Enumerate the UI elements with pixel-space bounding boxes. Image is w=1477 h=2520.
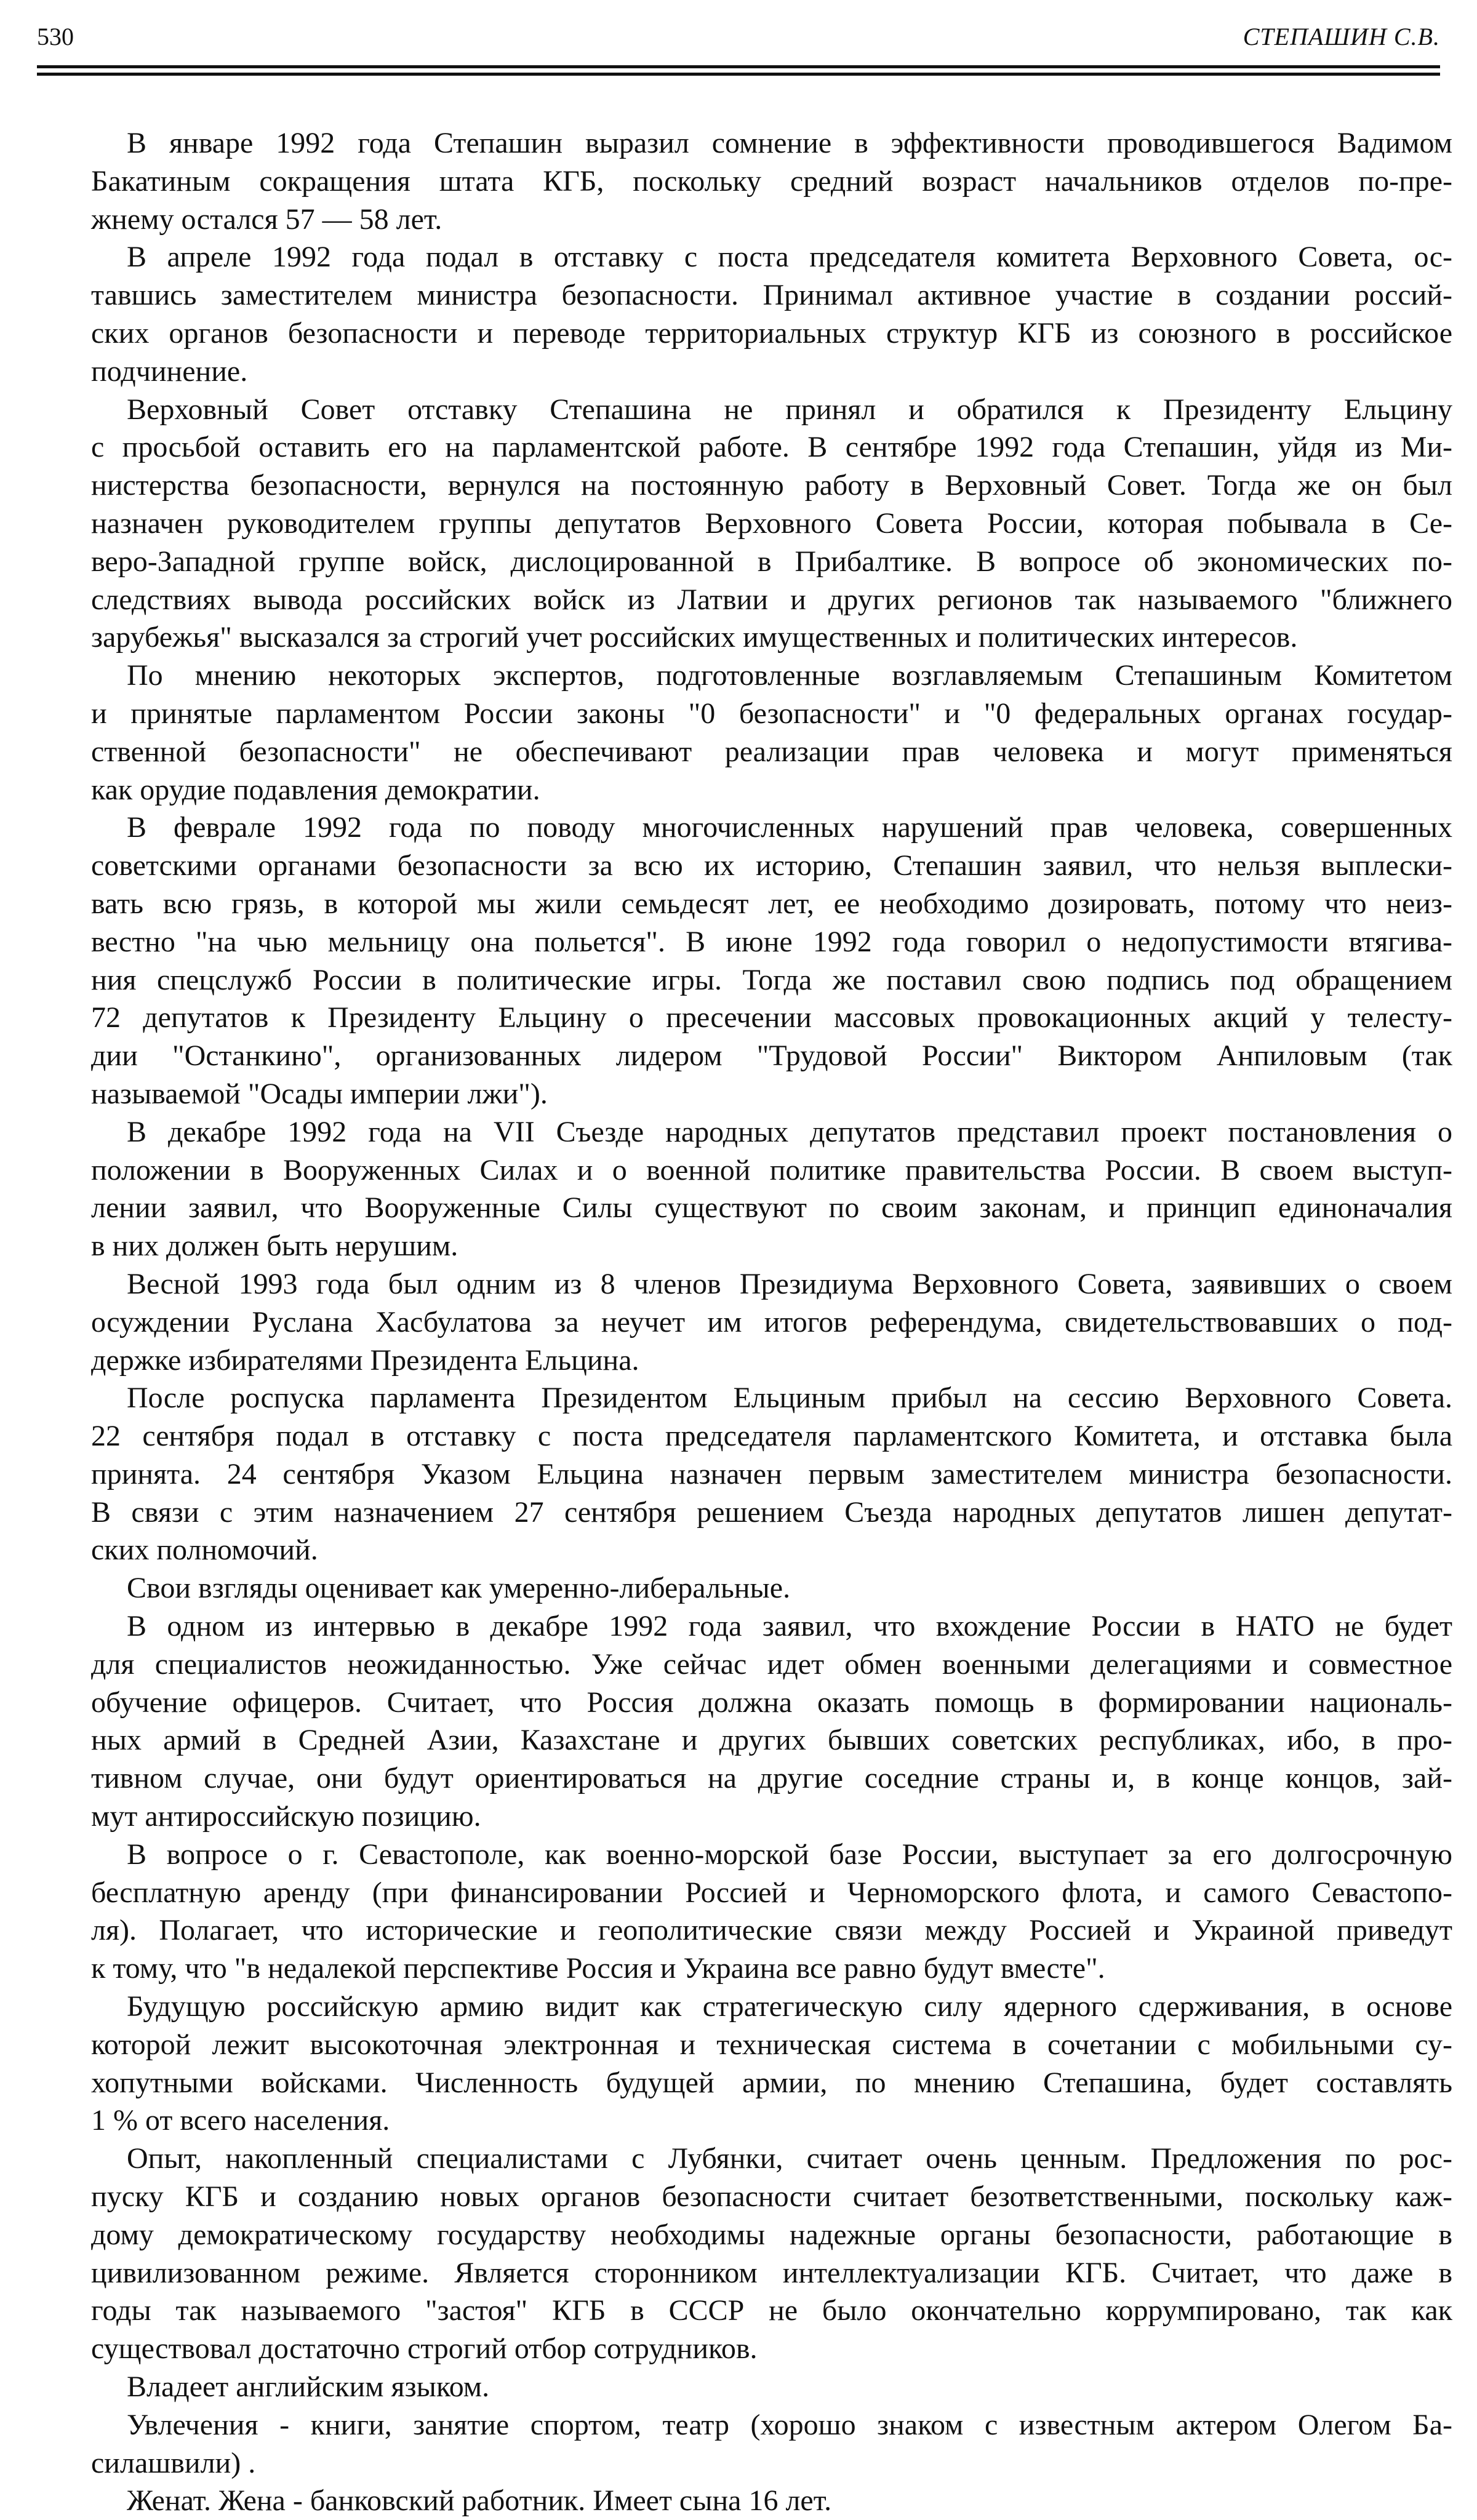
text-line: Весной 1993 года был одним из 8 членов Президиума Верховного Совета, заявивших о своем xyxy=(127,1267,1452,1300)
text-line: тавшись заместителем министра безопасности. Принимал активное участие в создании россий- xyxy=(91,279,1452,312)
text-line: По мнению некоторых экспертов, подготовленные возглавляемым Степашиным Комитетом xyxy=(127,659,1452,692)
text-line: существовал достаточно строгий отбор сотрудников. xyxy=(91,2332,758,2366)
text-line: тивном случае, они будут ориентироваться на другие соседние страны и, в конце концов, зай- xyxy=(91,1762,1452,1795)
paragraph xyxy=(91,2406,1452,2482)
text-line: 72 депутатов к Президенту Ельцину о пресечении массовых провокационных акций у телесту- xyxy=(91,1001,1452,1034)
paragraph xyxy=(91,657,1452,809)
text-line: Свои взгляды оценивает как умеренно-либеральные. xyxy=(127,1572,791,1605)
text-line: Опыт, накопленный специалистами с Лубянки, считает очень ценным. Предложения по рос- xyxy=(127,2142,1452,2175)
text-line: ских полномочий. xyxy=(91,1534,318,1567)
text-line: В апреле 1992 года подал в отставку с поста председателя комитета Верховного Совета, ос- xyxy=(127,241,1452,274)
text-line: с просьбой оставить его на парламентской работе. В сентябре 1992 года Степашин, уйдя из Ми- xyxy=(91,431,1452,464)
text-line: Будущую российскую армию видит как стратегическую силу ядерного сдерживания, в основе xyxy=(127,1990,1452,2023)
text-line: цивилизованном режиме. Является сторонником интеллектуализации КГБ. Считает, что даже в xyxy=(91,2256,1452,2289)
header-rule-bottom xyxy=(37,73,1440,76)
paragraph xyxy=(91,2482,1452,2520)
paragraph xyxy=(91,1836,1452,1988)
text-line: принята. 24 сентября Указом Ельцина назначен первым заместителем министра безопасности. xyxy=(91,1457,1452,1490)
text-line: В декабре 1992 года на VII Съезде народных депутатов представил проект постановления о xyxy=(127,1115,1452,1148)
text-line: После роспуска парламента Президентом Ельциным прибыл на сессию Верховного Совета. xyxy=(127,1382,1452,1415)
text-line: В январе 1992 года Степашин выразил сомнение в эффективности проводившегося Вадимом xyxy=(127,127,1452,159)
text-line: Владеет английским языком. xyxy=(127,2370,490,2404)
text-line: ния спецслужб России в политические игры. Тогда же поставил свою подпись под обращением xyxy=(91,963,1452,996)
paragraph xyxy=(91,1569,1452,1607)
text-line: ных армий в Средней Азии, Казахстане и других бывших советских республиках, ибо, в про- xyxy=(91,1724,1452,1757)
text-line: В одном из интервью в декабре 1992 года заявил, что вхождение России в НАТО не будет xyxy=(127,1610,1452,1643)
text-line: 1 % от всего населения. xyxy=(91,2104,390,2137)
paragraph xyxy=(91,2140,1452,2368)
text-line: лении заявил, что Вооруженные Силы существуют по своим законам, и принцип единоначалия xyxy=(91,1191,1452,1225)
text-line: которой лежит высокоточная электронная и техническая система в сочетании с мобильными су- xyxy=(91,2028,1452,2061)
paragraph xyxy=(91,2368,1452,2406)
text-line: хопутными войсками. Численность будущей армии, по мнению Степашина, будет составлять xyxy=(91,2066,1452,2099)
header-rule-top xyxy=(37,65,1440,68)
paragraph xyxy=(91,238,1452,390)
article-body xyxy=(91,124,1452,2520)
text-line: пуску КГБ и созданию новых органов безопасности считает безответственными, поскольку каж- xyxy=(91,2180,1452,2214)
text-line: держке избирателями Президента Ельцина. xyxy=(91,1343,639,1377)
text-line: Женат. Жена - банковский работник. Имеет сына 16 лет. xyxy=(127,2484,832,2518)
text-line: обучение офицеров. Считает, что Россия должна оказать помощь в формировании националь- xyxy=(91,1686,1452,1719)
text-line: вестно "на чью мельницу она польется". В июне 1992 года говорил о недопустимости втягива- xyxy=(91,925,1452,958)
text-line: ских органов безопасности и переводе территориальных структур КГБ из союзного в российское xyxy=(91,316,1452,350)
text-line: жнему остался 57 — 58 лет. xyxy=(91,202,442,236)
text-line: Верховный Совет отставку Степашина не принял и обратился к Президенту Ельцину xyxy=(127,393,1452,426)
text-line: подчинение. xyxy=(91,354,248,388)
paragraph xyxy=(91,1113,1452,1265)
page-header xyxy=(37,22,1440,53)
text-line: как орудие подавления демократии. xyxy=(91,773,540,806)
text-line: Бакатиным сокращения штата КГБ, поскольку средний возраст начальников отделов по-пре- xyxy=(91,164,1452,198)
text-line: веро-Западной группе войск, дислоцированной в Прибалтике. В вопросе об экономических по- xyxy=(91,545,1452,578)
text-line: 22 сентября подал в отставку с поста председателя парламентского Комитета, и отставка была xyxy=(91,1420,1452,1453)
text-line: силашвили) . xyxy=(91,2446,256,2479)
text-line: и принятые парламентом России законы "0 безопасности" и "0 федеральных органах государ- xyxy=(91,697,1452,730)
text-line: к тому, что "в недалекой перспективе Россия и Украина все равно будут вместе". xyxy=(91,1952,1105,1985)
text-line: назначен руководителем группы депутатов Верховного Совета России, которая побывала в Се- xyxy=(91,506,1452,540)
text-line: положении в Вооруженных Силах и о военной политике правительства России. В своем выступ- xyxy=(91,1153,1452,1186)
text-line: В феврале 1992 года по поводу многочисленных нарушений прав человека, совершенных xyxy=(127,811,1452,844)
text-line: В вопросе о г. Севастополе, как военно-морской базе России, выступает за его долгосрочную xyxy=(127,1838,1452,1871)
text-line: годы так называемого "застоя" КГБ в СССР не было окончательно коррумпировано, так как xyxy=(91,2294,1452,2327)
paragraph xyxy=(91,124,1452,238)
paragraph xyxy=(91,1988,1452,2140)
text-line: в них должен быть нерушим. xyxy=(91,1230,458,1263)
text-line: дому демократическому государству необходимы надежные органы безопасности, работающие в xyxy=(91,2218,1452,2251)
running-title: СТЕПАШИН С.В. xyxy=(1243,23,1440,50)
paragraph xyxy=(91,1607,1452,1836)
text-line: бесплатную аренду (при финансировании Россией и Черноморского флота, и самого Севастопо- xyxy=(91,1876,1452,1909)
text-line: нистерства безопасности, вернулся на постоянную работу в Верховный Совет. Тогда же он был xyxy=(91,469,1452,502)
text-line: В связи с этим назначением 27 сентября решением Съезда народных депутатов лишен депутат- xyxy=(91,1495,1452,1529)
text-line: ля). Полагает, что исторические и геополитические связи между Россией и Украиной приведут xyxy=(91,1914,1452,1947)
text-line: Увлечения - книги, занятие спортом, театр (хорошо знаком с известным актером Олегом Ба- xyxy=(127,2408,1452,2441)
text-line: дии "Останкино", организованных лидером "Трудовой России" Виктором Анпиловым (так xyxy=(91,1039,1452,1073)
text-line: ственной безопасности" не обеспечивают реализации прав человека и могут применяться xyxy=(91,735,1452,768)
text-line: мут антироссийскую позицию. xyxy=(91,1800,481,1833)
text-line: осуждении Руслана Хасбулатова за неучет им итогов референдума, свидетельствовавших о под- xyxy=(91,1305,1452,1338)
paragraph xyxy=(91,1379,1452,1569)
text-line: следствиях вывода российских войск из Латвии и других регионов так называемого "ближнего xyxy=(91,583,1452,616)
paragraph xyxy=(91,809,1452,1113)
paragraph xyxy=(91,1265,1452,1379)
page-number: 530 xyxy=(37,23,74,50)
text-line: называемой "Осады империи лжи"). xyxy=(91,1077,548,1110)
text-line: вать всю грязь, в которой мы жили семьдесят лет, ее необходимо дозировать, потому что неиз- xyxy=(91,887,1452,920)
text-line: советскими органами безопасности за всю их историю, Степашин заявил, что нельзя выплески- xyxy=(91,849,1452,882)
text-line: зарубежья" высказался за строгий учет российских имущественных и политических интересов. xyxy=(91,621,1298,654)
text-line: для специалистов неожиданностью. Уже сейчас идет обмен военными делегациями и совместное xyxy=(91,1647,1452,1681)
paragraph xyxy=(91,391,1452,657)
